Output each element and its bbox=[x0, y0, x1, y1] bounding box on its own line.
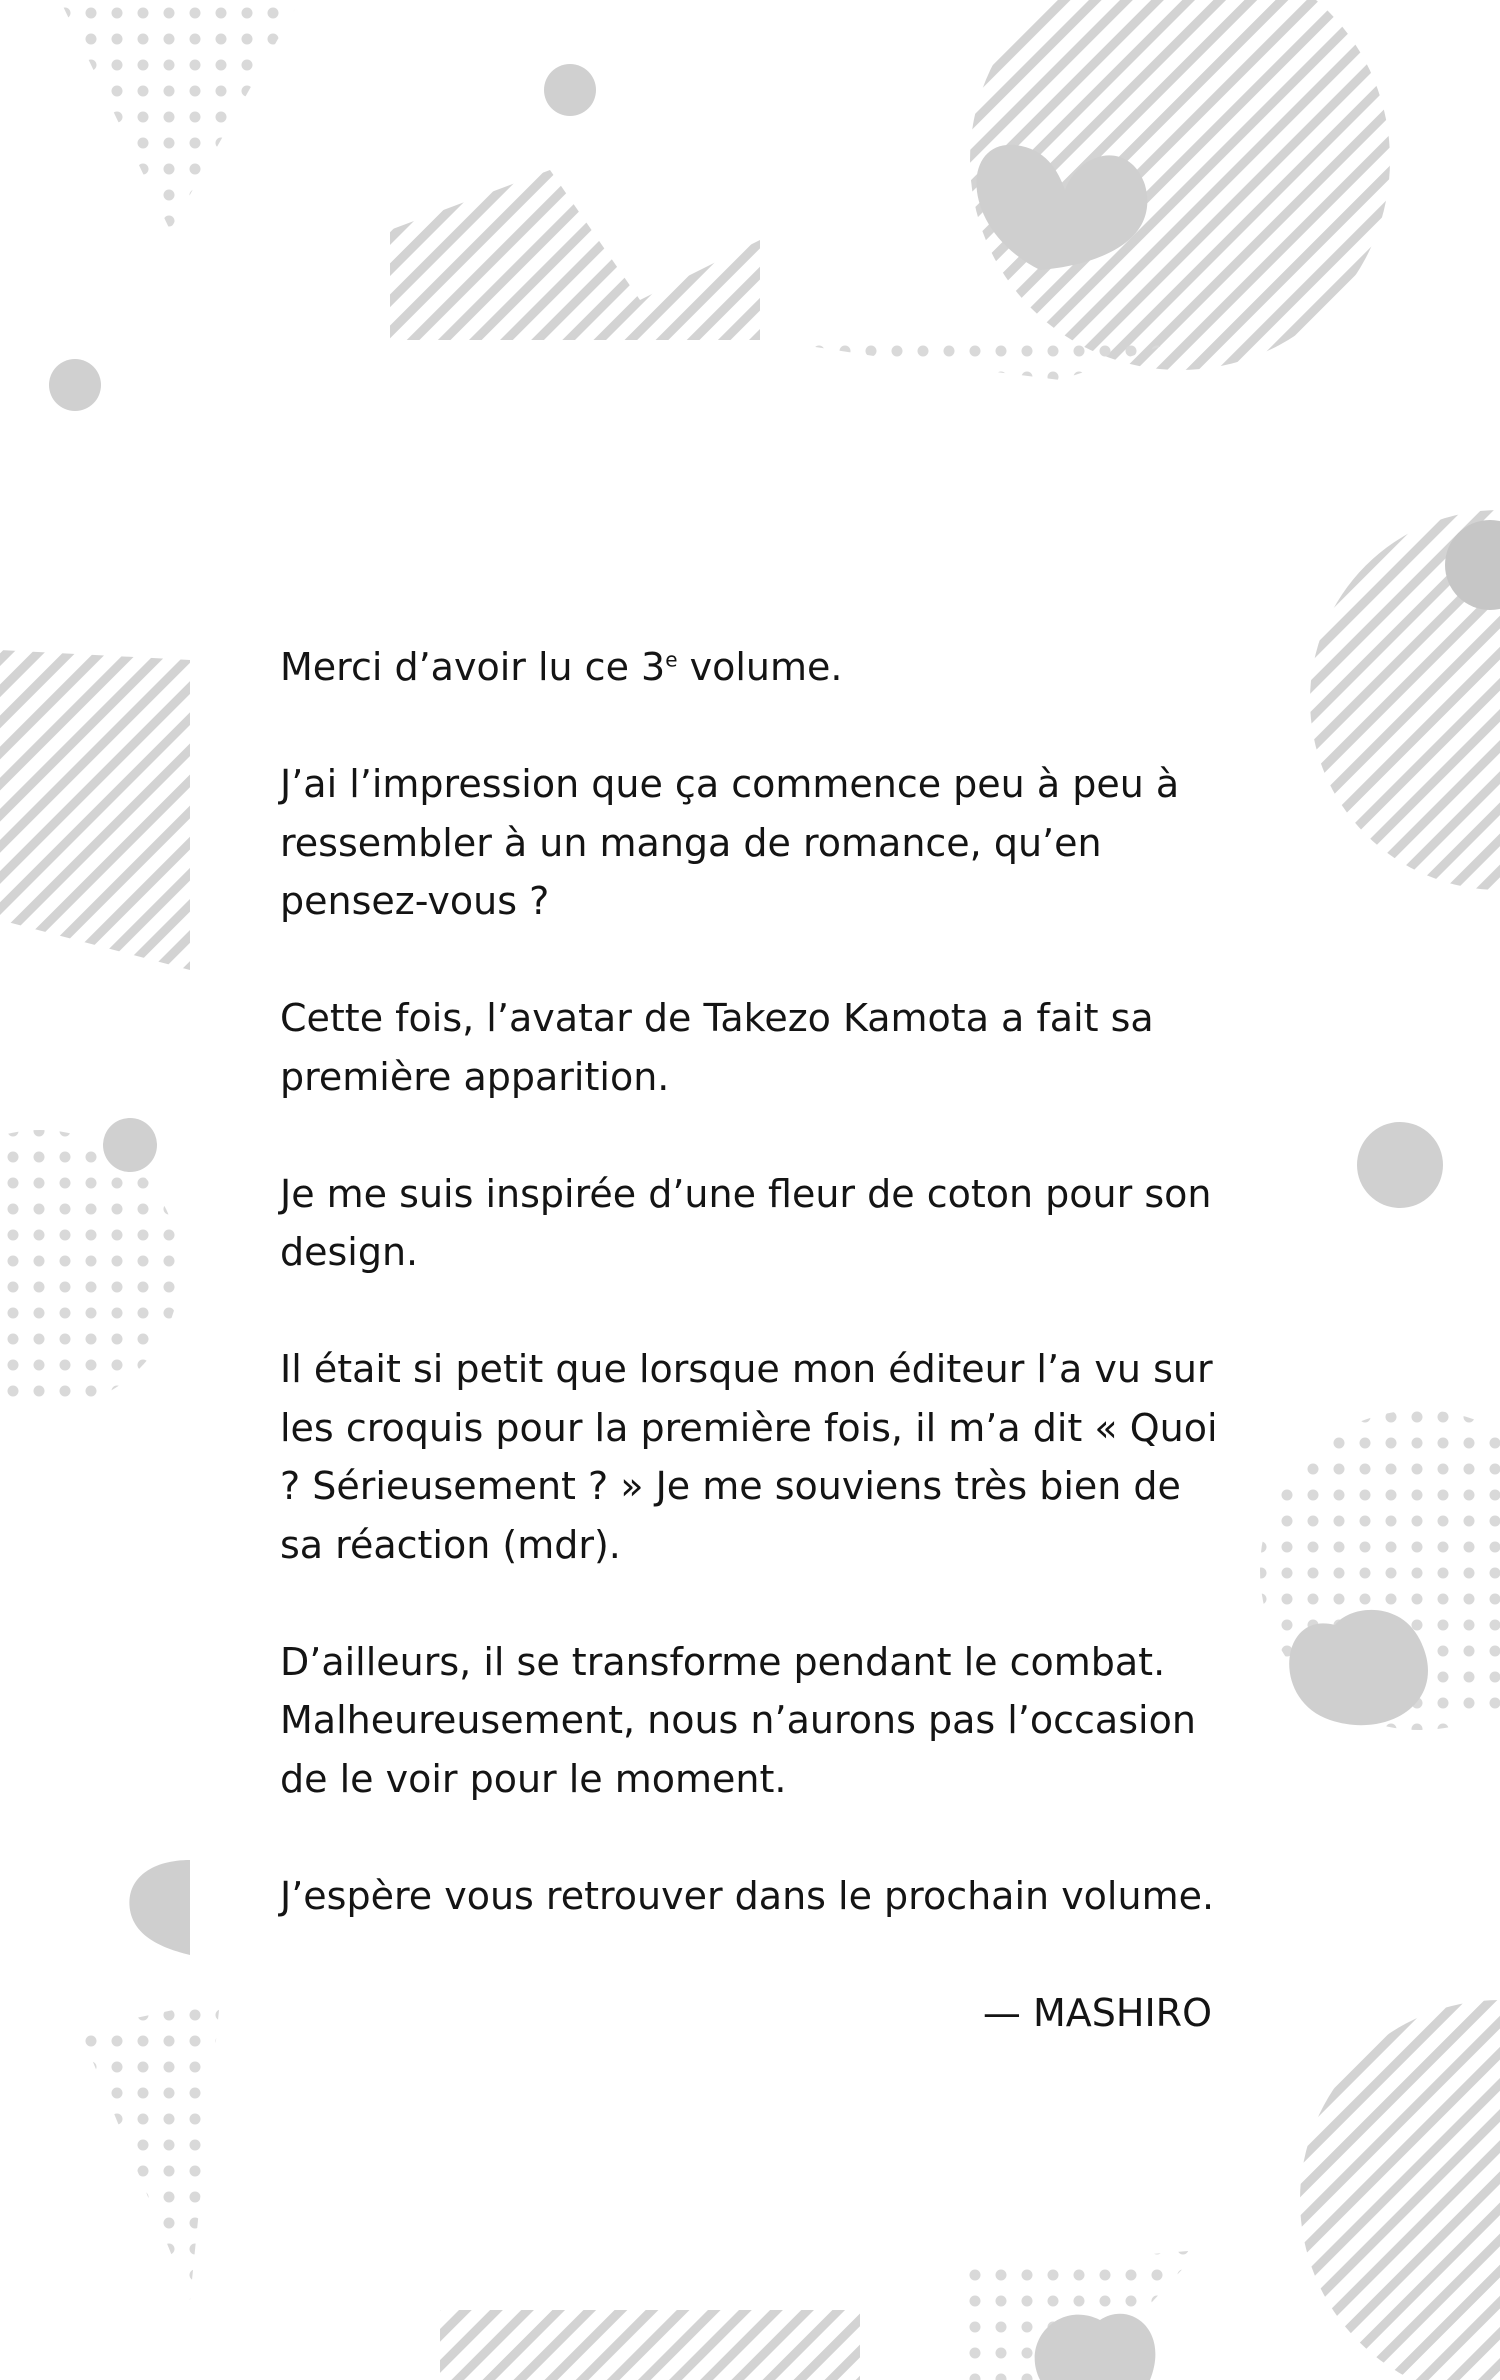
signature: — MASHIRO bbox=[982, 1990, 1212, 2035]
heart-shape-left bbox=[129, 1860, 190, 1955]
heart-shape-right bbox=[1289, 1610, 1428, 1725]
opening-text-end: volume. bbox=[677, 645, 843, 689]
letter-paragraph: Cette fois, l’avatar de Takezo Kamota a fait sa première apparition. bbox=[280, 996, 1154, 1099]
stripe-pattern-top-center bbox=[390, 170, 760, 340]
letter-paragraph: Je me suis inspirée d’une fleur de coton pour son design. bbox=[280, 1171, 1212, 1274]
letter-paragraph: J’espère vous retrouver dans le prochain volume. bbox=[280, 1873, 1215, 1918]
dot-pattern-top-strip bbox=[770, 340, 1180, 380]
dot-circle-left bbox=[0, 1130, 180, 1410]
circle-left-mid bbox=[103, 1118, 157, 1172]
dot-pattern-top-left bbox=[60, 0, 300, 230]
opening-text: Merci d’avoir lu ce 3 bbox=[280, 645, 666, 689]
letter-paragraph: Il était si petit que lorsque mon éditeur l’a vu sur les croquis pour la première fois, il m’a dit « Quoi ? Sérieusement ? » Je me souviens très bien de sa réaction (mdr). bbox=[280, 1347, 1218, 1567]
circle-top bbox=[544, 64, 596, 116]
circle-right-mid bbox=[1357, 1122, 1443, 1208]
circle-left bbox=[49, 359, 101, 411]
stripe-pattern-bottom-center bbox=[440, 2310, 860, 2380]
stripe-pattern-left bbox=[0, 650, 190, 970]
letter-opening bbox=[280, 638, 1230, 697]
letter-body bbox=[280, 638, 1230, 2042]
heart-shape-bottom bbox=[1035, 2314, 1156, 2380]
ordinal-superscript: e bbox=[665, 647, 678, 672]
dot-pattern-bottom-left bbox=[80, 2000, 220, 2300]
letter-paragraph: J’ai l’impression que ça commence peu à peu à ressembler à un manga de romance, qu’en pensez-vous ? bbox=[280, 762, 1180, 923]
letter-paragraph: D’ailleurs, il se transforme pendant le combat. Malheureusement, nous n’aurons pas l’occasion de le voir pour le moment. bbox=[280, 1639, 1196, 1801]
stripe-circle-bottom-right bbox=[1300, 2000, 1500, 2380]
